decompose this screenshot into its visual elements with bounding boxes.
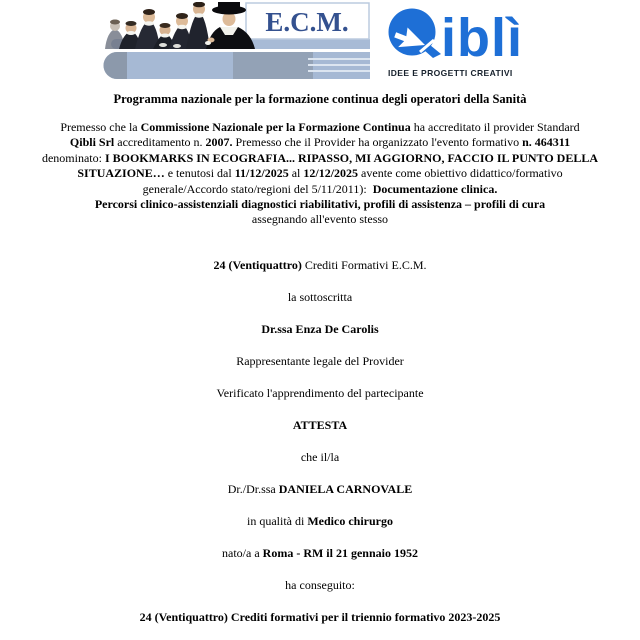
text-segment: e tenutosi dal (164, 166, 235, 181)
premise-line (0, 212, 640, 227)
text-segment: Qibli Srl (69, 135, 115, 150)
qibli-tagline: IDEE E PROGETTI CREATIVI (388, 68, 513, 78)
verification-line (0, 386, 640, 400)
text-segment: Dr.ssa Enza De Carolis (261, 321, 379, 336)
text-segment: Medico chirurgo (307, 513, 393, 528)
profession-line (0, 514, 640, 528)
statements (0, 258, 640, 624)
text-segment: Rappresentante legale del Provider (236, 353, 404, 368)
premise-line (0, 197, 640, 212)
text-segment: 12/12/2025 (303, 166, 359, 181)
qibli-logo-graphic (388, 5, 538, 61)
text-segment: Commissione Nazionale per la Formazione Continua (140, 120, 411, 134)
qibli-q-icon (389, 9, 442, 60)
text-segment: Percorsi clinico-assistenziali diagnostici riabilitativi, profili di assistenza – profili di cura (94, 197, 546, 212)
che-il-la-line (0, 450, 640, 464)
text-segment: al (288, 166, 304, 181)
birth-line (0, 546, 640, 560)
provider-representative-name (0, 322, 640, 336)
header (0, 0, 640, 82)
ecm-band-shade (233, 52, 313, 79)
text-segment: avente come obiettivo didattico/formativo (358, 166, 563, 181)
text-segment: I BOOKMARKS IN ECOGRAFIA... RIPASSO, MI AGGIORNO, FACCIO IL PUNTO DELLA (104, 150, 599, 165)
text-segment: ha conseguito: (285, 577, 355, 592)
premise-line (0, 166, 640, 181)
text-segment: accreditamento n. (114, 135, 206, 150)
ecm-band-cap (104, 52, 128, 79)
qibli-logo (388, 2, 538, 78)
credits-triennio-line (0, 610, 640, 624)
text-segment: denominato: (41, 150, 105, 165)
text-segment: SITUAZIONE… (77, 166, 165, 181)
attesta-heading (0, 418, 640, 432)
text-segment: ha accreditato il provider Standard (410, 120, 580, 134)
text-segment: Crediti Formativi E.C.M. (301, 257, 427, 272)
achievement-intro-line (0, 578, 640, 592)
premise-paragraph (0, 120, 640, 228)
ecm-band-stripe (308, 70, 370, 72)
text-segment: 24 (Ventiquattro) Crediti formativi per il triennio formativo 2023-2025 (139, 609, 501, 624)
ecm-logo (103, 2, 370, 87)
anatomy-painting-illustration (105, 2, 255, 49)
ecm-label: E.C.M. (265, 7, 349, 37)
text-segment: nato/a a (222, 545, 263, 560)
certificate-title: Programma nazionale per la formazione continua degli operatori della Sanità (113, 92, 527, 106)
qibli-wordmark: iblì (441, 8, 523, 61)
text-segment: la sottoscritta (287, 289, 353, 304)
ecm-band-stripe (308, 58, 370, 60)
text-segment: generale/Accordo stato/regioni del 5/11/2011): (142, 181, 373, 196)
text-segment: 2007. (205, 135, 233, 150)
text-segment: Premesso che la (60, 120, 141, 134)
text-segment: assegnando all'evento stesso (251, 212, 389, 227)
premise-line (0, 135, 640, 150)
text-segment: DANIELA CARNOVALE (278, 481, 413, 496)
text-segment: Verificato l'apprendimento del partecipante (216, 385, 424, 400)
text-segment: Documentazione clinica. (372, 181, 498, 196)
premise-line (0, 151, 640, 166)
premise-line (0, 182, 640, 197)
ecm-logo-graphic (103, 2, 370, 82)
text-segment: in qualità di (247, 513, 308, 528)
premise-line (0, 120, 640, 135)
text-segment: Premesso che il Provider ha organizzato l'evento formativo (232, 135, 523, 150)
text-segment: Roma - RM il 21 gennaio 1952 (262, 545, 418, 560)
text-segment: n. 464311 (522, 135, 571, 150)
text-segment: 11/12/2025 (234, 166, 289, 181)
subscriber-line (0, 290, 640, 304)
text-segment: 24 (Ventiquattro) (213, 257, 302, 272)
participant-name-line (0, 482, 640, 496)
text-segment: Dr./Dr.ssa (227, 481, 279, 496)
provider-representative-role (0, 354, 640, 368)
credits-ecm-line (0, 258, 640, 272)
ecm-band-stripe (308, 64, 370, 66)
text-segment: ATTESTA (292, 417, 348, 432)
text-segment: che il/la (300, 449, 340, 464)
